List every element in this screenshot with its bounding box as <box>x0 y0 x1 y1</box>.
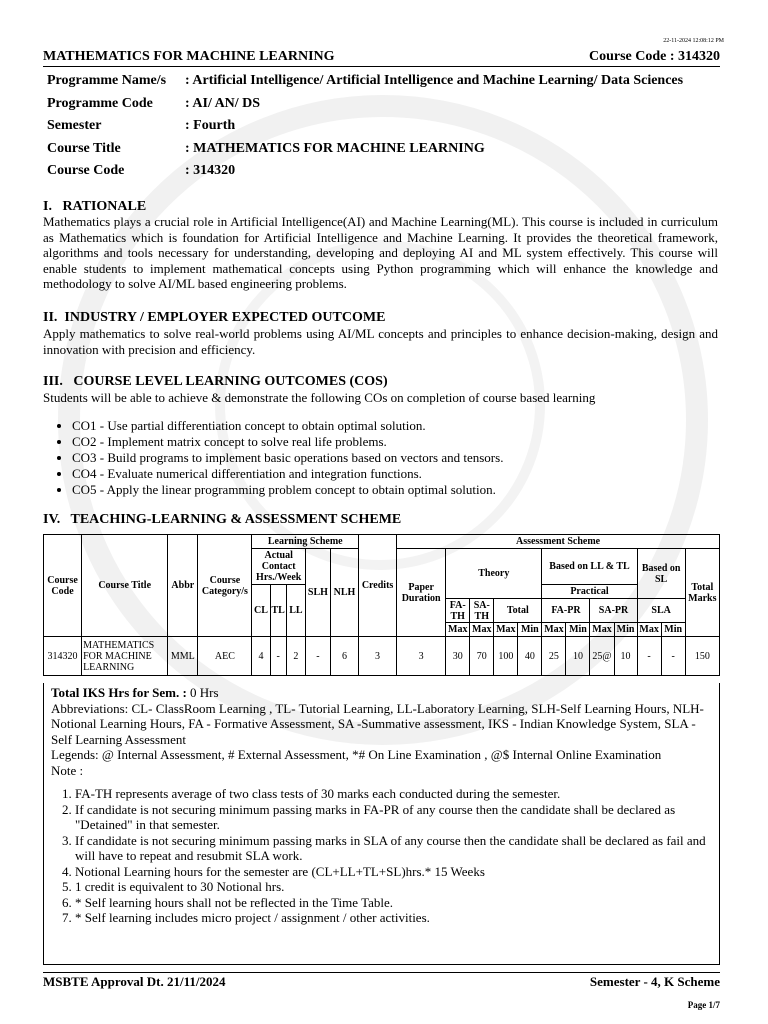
cell-sa-pr-max: 25@ <box>590 637 614 676</box>
info-value: : Fourth <box>185 118 236 134</box>
th-total-marks: Total Marks <box>685 549 719 637</box>
cell-sa-th-max: 70 <box>470 637 494 676</box>
list-item: 3. If candidate is not securing minimum passing marks in SLA of any course then the candidate shall be declared as fail and will have to repeat and resubmit SLA work. <box>75 833 713 864</box>
cell-nlh: 6 <box>330 637 358 676</box>
list-item: 1. FA-TH represents average of two class tests of 30 marks each conducted during the semester. <box>75 786 713 802</box>
cell-fa-pr-max: 25 <box>542 637 566 676</box>
th-sa-th: SA-TH <box>470 599 494 623</box>
rationale-text: Mathematics plays a crucial role in Artificial Intelligence(AI) and Machine Learning(ML). This course is included in curriculum as Mathematics which is foundation for Artificial Intelligence and Machine Learning. It provides the theoretical framework, algorithms and tools necessary for understanding, developing and deploying AI and ML system effectively. This course will enable students to implement mathematical concepts using Python programming which will enhance the knowledge and methodology to solve AI/ML based engineering problems. <box>43 214 718 291</box>
th-practical: Practical <box>542 585 637 599</box>
th-learning-scheme: Learning Scheme <box>252 535 359 549</box>
th-fa-th: FA-TH <box>446 599 470 623</box>
cell-credits: 3 <box>359 637 397 676</box>
th-course-title: Course Title <box>82 535 168 637</box>
info-value: : 314320 <box>185 163 236 179</box>
th-max: Max <box>494 623 518 637</box>
cell-sla-min: - <box>661 637 685 676</box>
th-based-sl: Based on SL <box>637 549 685 599</box>
iks-line <box>51 685 713 701</box>
legends-text: Legends: @ Internal Assessment, # External Assessment, *# On Line Examination , @$ Internal Online Examination <box>51 747 662 762</box>
th-paper-duration: Paper Duration <box>397 549 446 637</box>
list-item: • CO3 - Build programs to implement basic operations based on vectors and tensors. <box>72 450 503 466</box>
th-min: Min <box>518 623 542 637</box>
cell-code: 314320 <box>44 637 82 676</box>
page-number: Page 1/7 <box>687 1000 720 1010</box>
table-row <box>44 637 720 676</box>
th-based-ll-tl: Based on LL & TL <box>542 549 637 585</box>
th-fa-pr: FA-PR <box>542 599 590 623</box>
list-item: 7. * Self learning includes micro project / assignment / other activities. <box>75 910 713 926</box>
cell-tl: - <box>270 637 286 676</box>
cell-total-min: 40 <box>518 637 542 676</box>
cell-slh: - <box>305 637 330 676</box>
info-row <box>47 115 683 138</box>
th-max: Max <box>470 623 494 637</box>
th-tl: TL <box>270 585 286 637</box>
info-row <box>47 70 683 93</box>
th-abbr: Abbr <box>168 535 198 637</box>
info-value: : AI/ AN/ DS <box>185 95 261 111</box>
note-label: Note : <box>51 762 84 778</box>
cos-intro: Students will be able to achieve & demonstrate the following COs on completion of course based learning <box>43 390 596 405</box>
info-label: Programme Name/s <box>47 73 167 89</box>
footer-approval: MSBTE Approval Dt. 21/11/2024 <box>43 974 226 989</box>
info-row <box>47 138 683 161</box>
abbreviations-text: Abbreviations: CL- ClassRoom Learning , TL- Tutorial Learning, LL-Laboratory Learning, SLH-Self Learning Hours, NLH-Notional Learning Hours, FA - Formative Assessment, SA -Summative assessment, IKS - Indian Knowledge System, SLA - Self Learning Assessment <box>51 700 704 747</box>
cell-fa-pr-min: 10 <box>566 637 590 676</box>
print-timestamp: 22-11-2024 12:08:12 PM <box>663 38 724 44</box>
info-value: : MATHEMATICS FOR MACHINE LEARNING <box>185 140 485 156</box>
th-max: Max <box>637 623 661 637</box>
cell-abbr: MML <box>168 637 198 676</box>
scheme-heading: IV. TEACHING-LEARNING & ASSESSMENT SCHEME <box>43 512 402 527</box>
th-max: Max <box>590 623 614 637</box>
cos-list <box>43 418 503 498</box>
list-item: 2. If candidate is not securing minimum passing marks in FA-PR of any course then the candidate shall be declared as "Detained" in that semester. <box>75 802 713 833</box>
cell-duration: 3 <box>397 637 446 676</box>
th-cl: CL <box>252 585 270 637</box>
cell-sa-pr-min: 10 <box>614 637 637 676</box>
header-course-name: MATHEMATICS FOR MACHINE LEARNING <box>43 49 335 64</box>
notes-list <box>51 786 713 926</box>
list-item: • CO2 - Implement matrix concept to solve real life problems. <box>72 434 503 450</box>
info-label: Programme Code <box>47 95 153 111</box>
th-max: Max <box>542 623 566 637</box>
scheme-table <box>43 534 720 676</box>
th-total: Total <box>494 599 542 623</box>
cell-category: AEC <box>198 637 252 676</box>
cell-fa-th-max: 30 <box>446 637 470 676</box>
industry-text: Apply mathematics to solve real-world problems using AI/ML concepts and principles to enhance decision-making, design and innovation with precision and efficiency. <box>43 326 718 357</box>
info-label: Semester <box>47 118 102 134</box>
th-credits: Credits <box>359 535 397 637</box>
th-max: Max <box>446 623 470 637</box>
list-item: • CO1 - Use partial differentiation concept to obtain optimal solution. <box>72 418 503 434</box>
th-contact-hours: Actual Contact Hrs./Week <box>252 549 305 585</box>
cell-total-marks: 150 <box>685 637 719 676</box>
page-footer <box>43 972 720 990</box>
th-assessment-scheme: Assessment Scheme <box>397 535 720 549</box>
cell-title: MATHEMATICS FOR MACHINE LEARNING <box>82 637 168 676</box>
th-sa-pr: SA-PR <box>590 599 637 623</box>
info-label: Course Title <box>47 140 121 156</box>
th-ll: LL <box>286 585 305 637</box>
industry-heading: II. INDUSTRY / EMPLOYER EXPECTED OUTCOME <box>43 310 386 325</box>
list-item: 5. 1 credit is equivalent to 30 Notional hrs. <box>75 879 713 895</box>
iks-label: Total IKS Hrs for Sem. : <box>51 685 187 700</box>
list-item: • CO5 - Apply the linear programming problem concept to obtain optimal solution. <box>72 482 503 498</box>
footer-semester: Semester - 4, K Scheme <box>589 974 720 989</box>
cell-ll: 2 <box>286 637 305 676</box>
notes-box <box>43 683 720 965</box>
page-header <box>43 49 720 67</box>
info-value: : Artificial Intelligence/ Artificial Intelligence and Machine Learning/ Data Sciences <box>185 73 684 89</box>
th-min: Min <box>614 623 637 637</box>
th-slh: SLH <box>305 549 330 637</box>
iks-value: 0 Hrs <box>186 685 219 700</box>
info-row <box>47 93 683 116</box>
list-item: 6. * Self learning hours shall not be reflected in the Time Table. <box>75 895 713 911</box>
th-min: Min <box>661 623 685 637</box>
list-item: 4. Notional Learning hours for the semester are (CL+LL+TL+SL)hrs.* 15 Weeks <box>75 864 713 880</box>
th-category: Course Category/s <box>198 535 252 637</box>
cell-cl: 4 <box>252 637 270 676</box>
cos-heading: III. COURSE LEVEL LEARNING OUTCOMES (COS) <box>43 374 388 389</box>
list-item: • CO4 - Evaluate numerical differentiation and integration functions. <box>72 466 503 482</box>
th-sla: SLA <box>637 599 685 623</box>
rationale-heading: I. RATIONALE <box>43 199 147 214</box>
cell-total-max: 100 <box>494 637 518 676</box>
info-label: Course Code <box>47 163 125 179</box>
cell-sla-max: - <box>637 637 661 676</box>
th-course-code: Course Code <box>44 535 82 637</box>
th-nlh: NLH <box>330 549 358 637</box>
course-info <box>47 70 683 183</box>
th-theory: Theory <box>446 549 542 599</box>
th-min: Min <box>566 623 590 637</box>
header-course-code: Course Code : 314320 <box>588 49 720 64</box>
info-row <box>47 160 683 183</box>
